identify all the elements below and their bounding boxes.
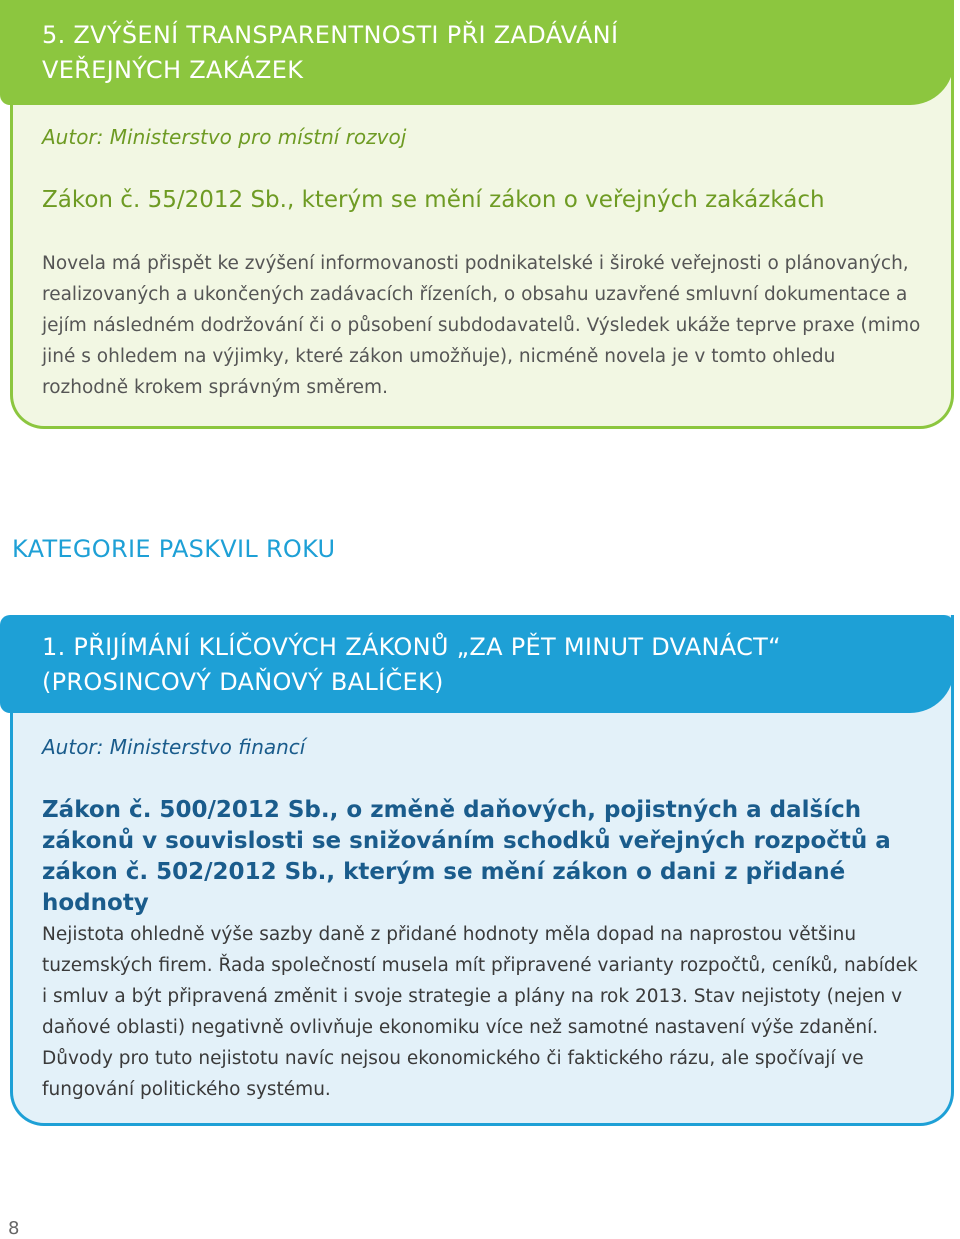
green-card-title-line1: 5. ZVÝŠENÍ TRANSPARENTNOSTI PŘI ZADÁVÁNÍ bbox=[42, 21, 619, 49]
green-card-header bbox=[0, 0, 954, 105]
green-card-body: Novela má přispět ke zvýšení informovanosti podnikatelské i široké veřejnosti o plánovaných, realizovaných a ukončených zadávacích řízeních, o obsahu uzavřené smluvní dokumentace a jejím následném dodržování či o působení subdodavatelů. Výsledek ukáže teprve praxe (mimo jiné s ohledem na výjimky, které zákon umožňuje), nicméně novela je v tomto ohledu rozhodně krokem správným směrem. bbox=[42, 253, 921, 398]
blue-card-title bbox=[42, 630, 781, 700]
green-card-law: Zákon č. 55/2012 Sb., kterým se mění zákon o veřejných zakázkách bbox=[42, 187, 825, 213]
category-title: KATEGORIE PASKVIL ROKU bbox=[12, 535, 336, 563]
blue-card-header bbox=[0, 615, 954, 713]
green-card-title bbox=[42, 18, 618, 88]
page-number: 8 bbox=[8, 1218, 20, 1239]
green-card-title-line2: VEŘEJNÝCH ZAKÁZEK bbox=[42, 56, 304, 84]
blue-card-body: Nejistota ohledně výše sazby daně z přidané hodnoty měla dopad na naprostou většinu tuzemských firem. Řada společností musela mít připravené varianty rozpočtů, ceníků, nabídek i smluv a být připravená změnit i svoje strategie a plány na rok 2013. Stav nejistoty (nejen v daňové oblasti) negativně ovlivňuje ekonomiku více než samotné nastavení výše zdanění. Důvody pro tuto nejistotu navíc nejsou ekonomického či faktického rázu, ale spočívají ve fungování politického systému. bbox=[42, 924, 918, 1100]
blue-card-author: Autor: Ministerstvo financí bbox=[42, 735, 306, 759]
blue-card-title-line2: (PROSINCOVÝ DAŇOVÝ BALÍČEK) bbox=[42, 668, 444, 696]
green-card-author: Autor: Ministerstvo pro místní rozvoj bbox=[42, 125, 407, 149]
blue-card-title-line1: 1. PŘIJÍMÁNÍ KLÍČOVÝCH ZÁKONŮ „ZA PĚT MINUT DVANÁCT“ bbox=[42, 633, 781, 661]
blue-card-law: Zákon č. 500/2012 Sb., o změně daňových, pojistných a dalších zákonů v souvislosti se snižováním schodků veřejných rozpočtů a zákon č. 502/2012 Sb., kterým se mění zákon o dani z přidané hodnoty bbox=[42, 797, 891, 916]
